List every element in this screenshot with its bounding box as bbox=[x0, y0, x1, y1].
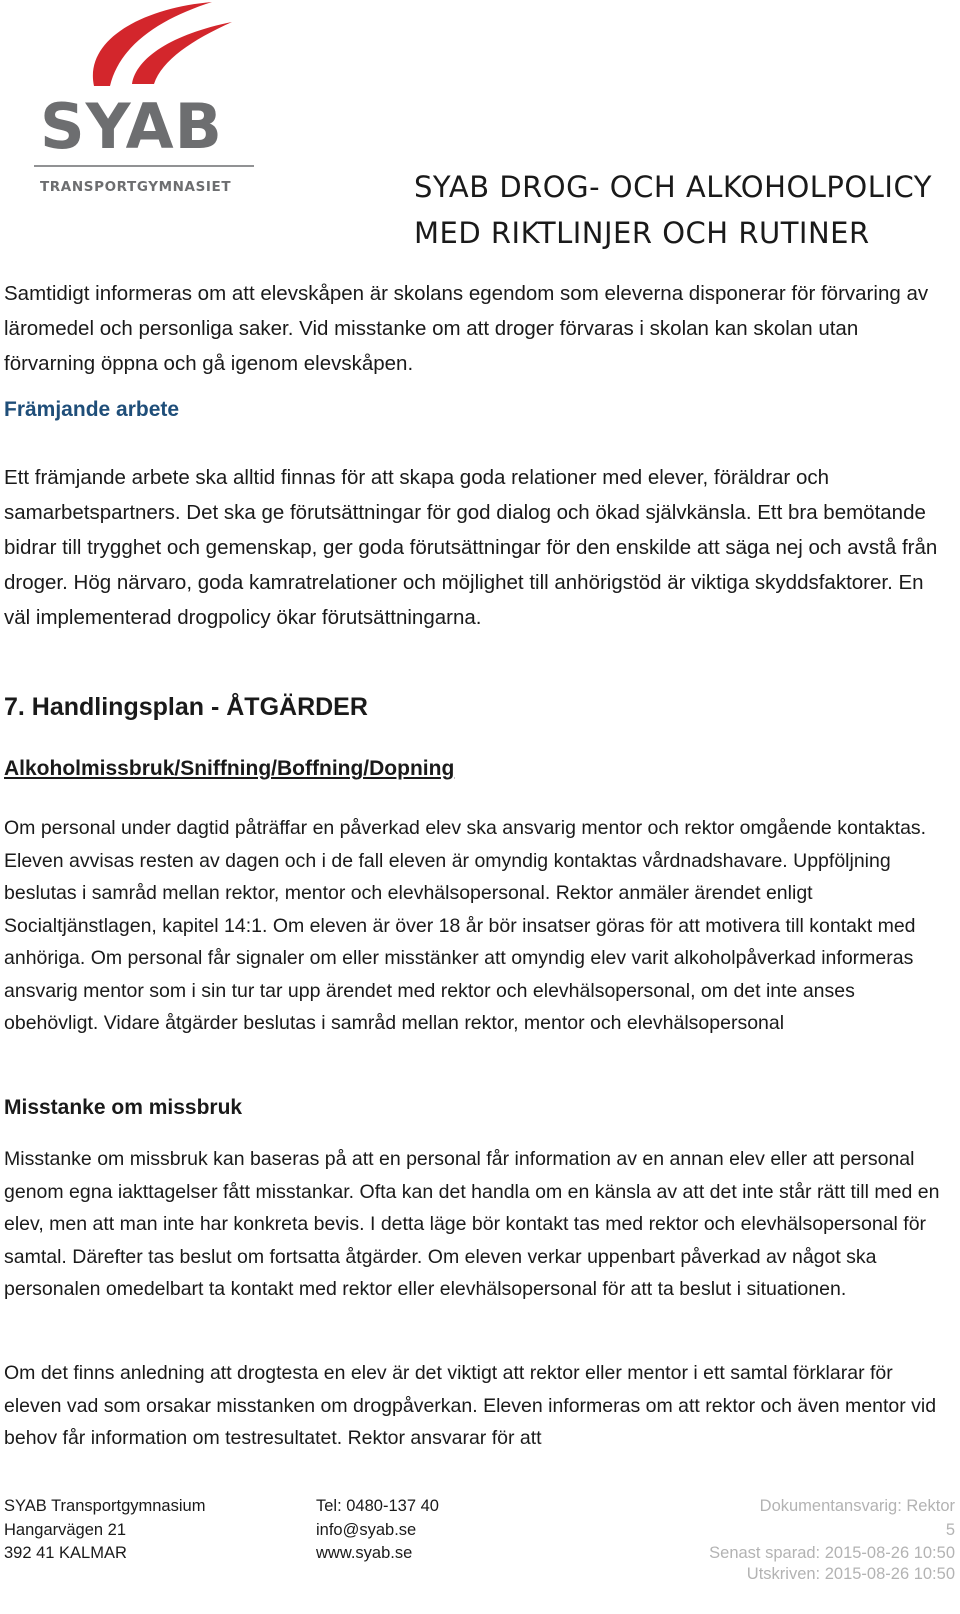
footer-printed: Utskriven: 2015-08-26 10:50 bbox=[746, 1564, 955, 1583]
heading-framjande-arbete: Främjande arbete bbox=[4, 398, 180, 421]
framjande-paragraph: Ett främjande arbete ska alltid finnas för att skapa goda relationer med elever, föräldrar och samarbetspartners. Det ska ge förutsättningar för god dialog och ökad självkänsla. Ett bra bemötande bidrar till trygghet och gemenskap, ger goda förutsättningar för den enskilde att säga nej och avstå från droger. Hög närvaro, goda kamratrelationer och möjlighet till anhörigstöd är viktiga skyddsfaktorer. En väl implementerad drogpolicy ökar förutsättningarna. bbox=[4, 466, 938, 629]
document-title bbox=[414, 164, 954, 256]
heading-section-7: 7. Handlingsplan - ÅTGÄRDER bbox=[4, 693, 368, 721]
footer-address bbox=[4, 1495, 205, 1566]
intro-paragraph: Samtidigt informeras om att elevskåpen är skolans egendom som eleverna disponerar för förvaring av läromedel och personliga saker. Vid misstanke om att droger förvaras i skolan kan skolan utan förvarning öppna och gå igenom elevskåpen. bbox=[4, 282, 929, 375]
syab-logo bbox=[32, 0, 262, 205]
footer-doc-owner: Dokumentansvarig: Rektor bbox=[759, 1497, 955, 1515]
logo-text: SYAB bbox=[40, 90, 223, 163]
logo-subtext: TRANSPORTGYMNASIET bbox=[40, 179, 232, 195]
footer-saved: Senast sparad: 2015-08-26 10:50 bbox=[709, 1544, 955, 1562]
alkohol-paragraph: Om personal under dagtid påträffar en påverkad elev ska ansvarig mentor och rektor omgående kontaktas. Eleven avvisas resten av dagen och i de fall eleven är omyndig kontaktas vårdnadshavare. Uppföljning beslutas i samråd mellan rektor, mentor och elevhälsopersonal. Rektor anmäler ärendet enligt Socialtjänstlagen, kapitel 14:1. Om eleven är över 18 år bör insatser göras för att motivera till kontakt med anhöriga. Om personal får signaler om eller misstänker att omyndig elev varit alkoholpåverkad informeras ansvarig mentor som i sin tur tar upp ärendet med rektor och elevhälsopersonal, om det inte anses obehövligt. Vidare åtgärder beslutas i samråd mellan rektor, mentor och elevhälsopersonal bbox=[4, 817, 927, 1034]
footer-phone: Tel: 0480-137 40 bbox=[316, 1497, 439, 1515]
footer-doc-info bbox=[640, 1495, 955, 1582]
footer-postal: 392 41 KALMAR bbox=[4, 1544, 127, 1562]
page-number: 5 bbox=[945, 1520, 955, 1539]
heading-misstanke: Misstanke om missbruk bbox=[4, 1096, 243, 1119]
drogtest-paragraph: Om det finns anledning att drogtesta en elev är det viktigt att rektor eller mentor i ett samtal förklarar för eleven vad som orsakar misstanken om drogpåverkan. Eleven informeras om att rektor och även mentor vid behov får information om testresultatet. Rektor ansvarar för att bbox=[4, 1362, 937, 1449]
heading-alkoholmissbruk: Alkoholmissbruk/Sniffning/Boffning/Dopning bbox=[4, 757, 455, 780]
misstanke-paragraph: Misstanke om missbruk kan baseras på att en personal får information av en annan elev eller att personal genom egna iakttagelser fått misstankar. Ofta kan det handla om en känsla av att det inte står rätt till med en elev, men att man inte har konkreta bevis. I detta läge bör kontakt tas med rektor och elevhälsopersonal för samtal. Därefter tas beslut om fortsatta åtgärder. Om eleven verkar uppenbart påverkad av något ska personalen omedelbart ta kontakt med rektor eller elevhälsopersonal för att ta beslut i situationen. bbox=[4, 1148, 940, 1300]
footer-org-name: SYAB Transportgymnasium bbox=[4, 1497, 206, 1515]
footer-email: info@syab.se bbox=[316, 1520, 417, 1539]
footer-web: www.syab.se bbox=[316, 1544, 413, 1562]
document-title-line2: MED RIKTLINJER OCH RUTINER bbox=[414, 216, 870, 250]
footer-street: Hangarvägen 21 bbox=[4, 1520, 127, 1539]
document-title-line1: SYAB DROG- OCH ALKOHOLPOLICY bbox=[414, 170, 932, 204]
footer-contact bbox=[316, 1495, 439, 1566]
